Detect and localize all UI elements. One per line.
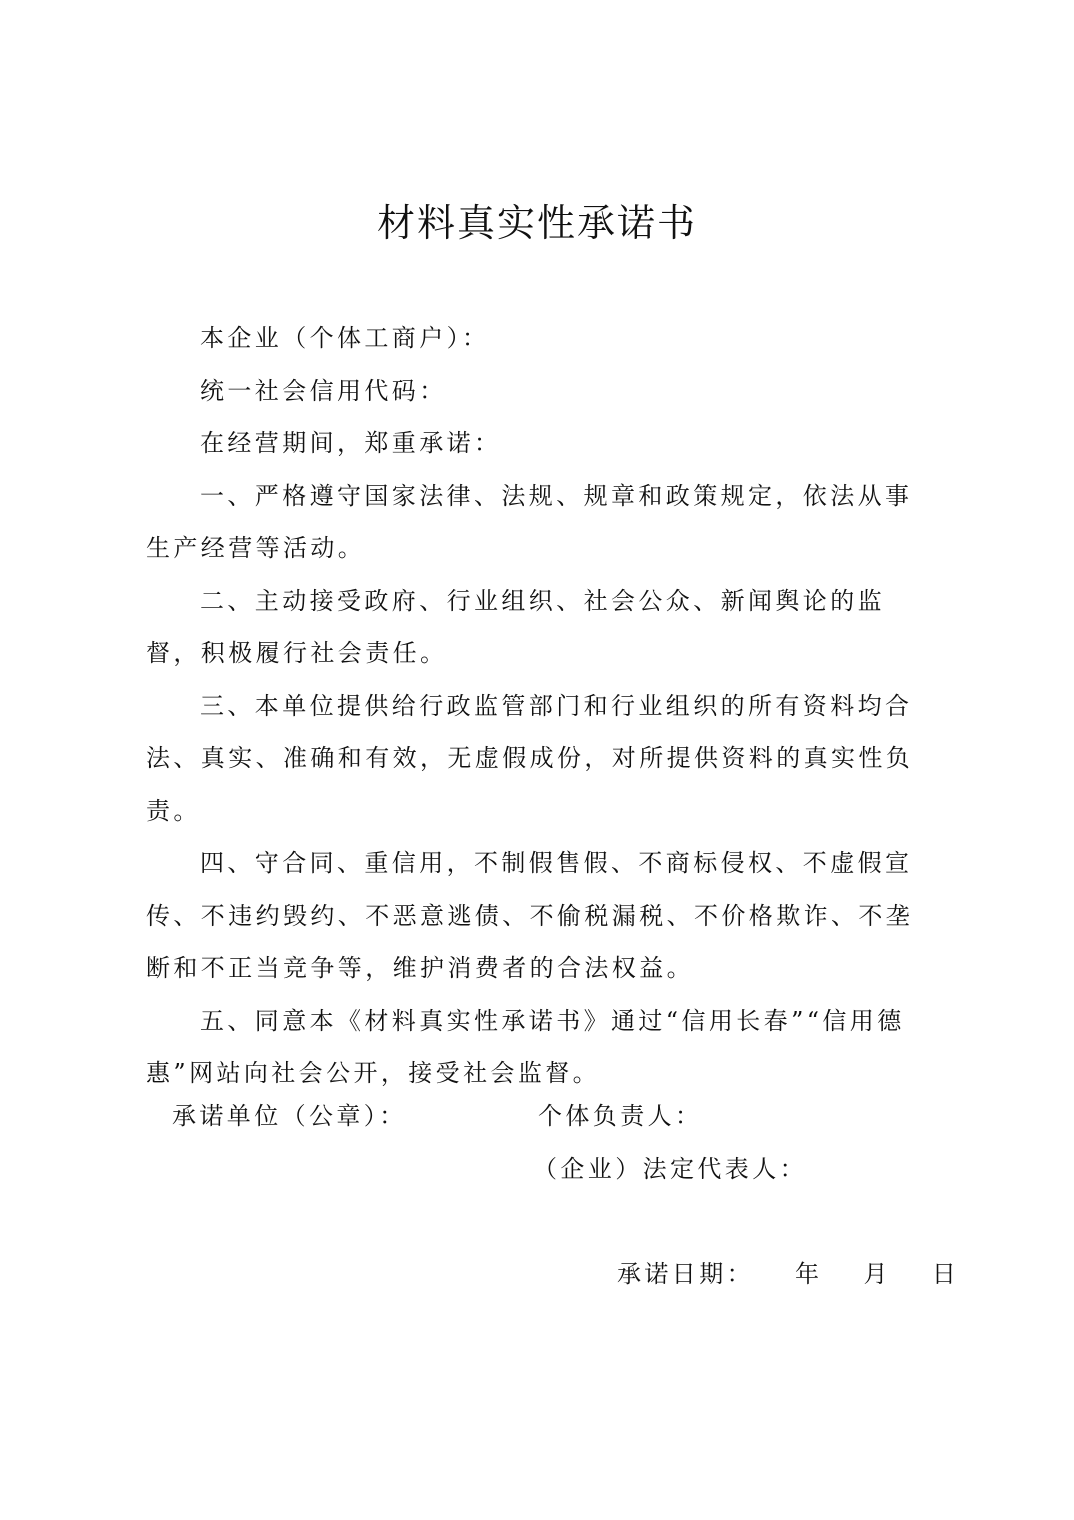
pledge-intro-line: 在经营期间，郑重承诺： <box>200 429 502 457</box>
clause-5: 五、同意本《材料真实性承诺书》通过“信用长春”“信用德惠”网站向社会公开，接受社会监督。 <box>146 1006 905 1087</box>
date-label: 承诺日期： <box>617 1260 754 1288</box>
enterprise-line: 本企业（个体工商户）： <box>200 324 490 352</box>
document-body <box>146 312 936 1100</box>
date-year: 年 <box>795 1260 823 1288</box>
date-day: 日 <box>931 1260 960 1288</box>
signature-legal-rep-label: （企业）法定代表人： <box>533 1155 807 1183</box>
clause-2: 二、主动接受政府、行业组织、社会公众、新闻舆论的监督，积极履行社会责任。 <box>146 586 885 667</box>
signature-person-label: 个体负责人： <box>538 1102 703 1130</box>
signature-unit-label: 承诺单位（公章）： <box>172 1102 407 1130</box>
credit-code-line: 统一社会信用代码： <box>200 376 447 405</box>
clause-4: 四、守合同、重信用，不制假售假、不商标侵权、不虚假宣传、不违约毁约、不恶意逃债、不偷税漏税、不价格欺诈、不垄断和不正当竞争等，维护消费者的合法权益。 <box>146 849 914 982</box>
page-title: 材料真实性承诺书 <box>376 201 697 245</box>
date-month: 月 <box>863 1260 891 1288</box>
clause-3: 三、本单位提供给行政监管部门和行业组织的所有资料均合法、真实、准确和有效，无虚假成份，对所提供资料的真实性负责。 <box>146 691 914 825</box>
signature-date <box>617 1254 959 1289</box>
clause-1: 一、严格遵守国家法律、法规、规章和政策规定，依法从事生产经营等活动。 <box>146 481 913 562</box>
